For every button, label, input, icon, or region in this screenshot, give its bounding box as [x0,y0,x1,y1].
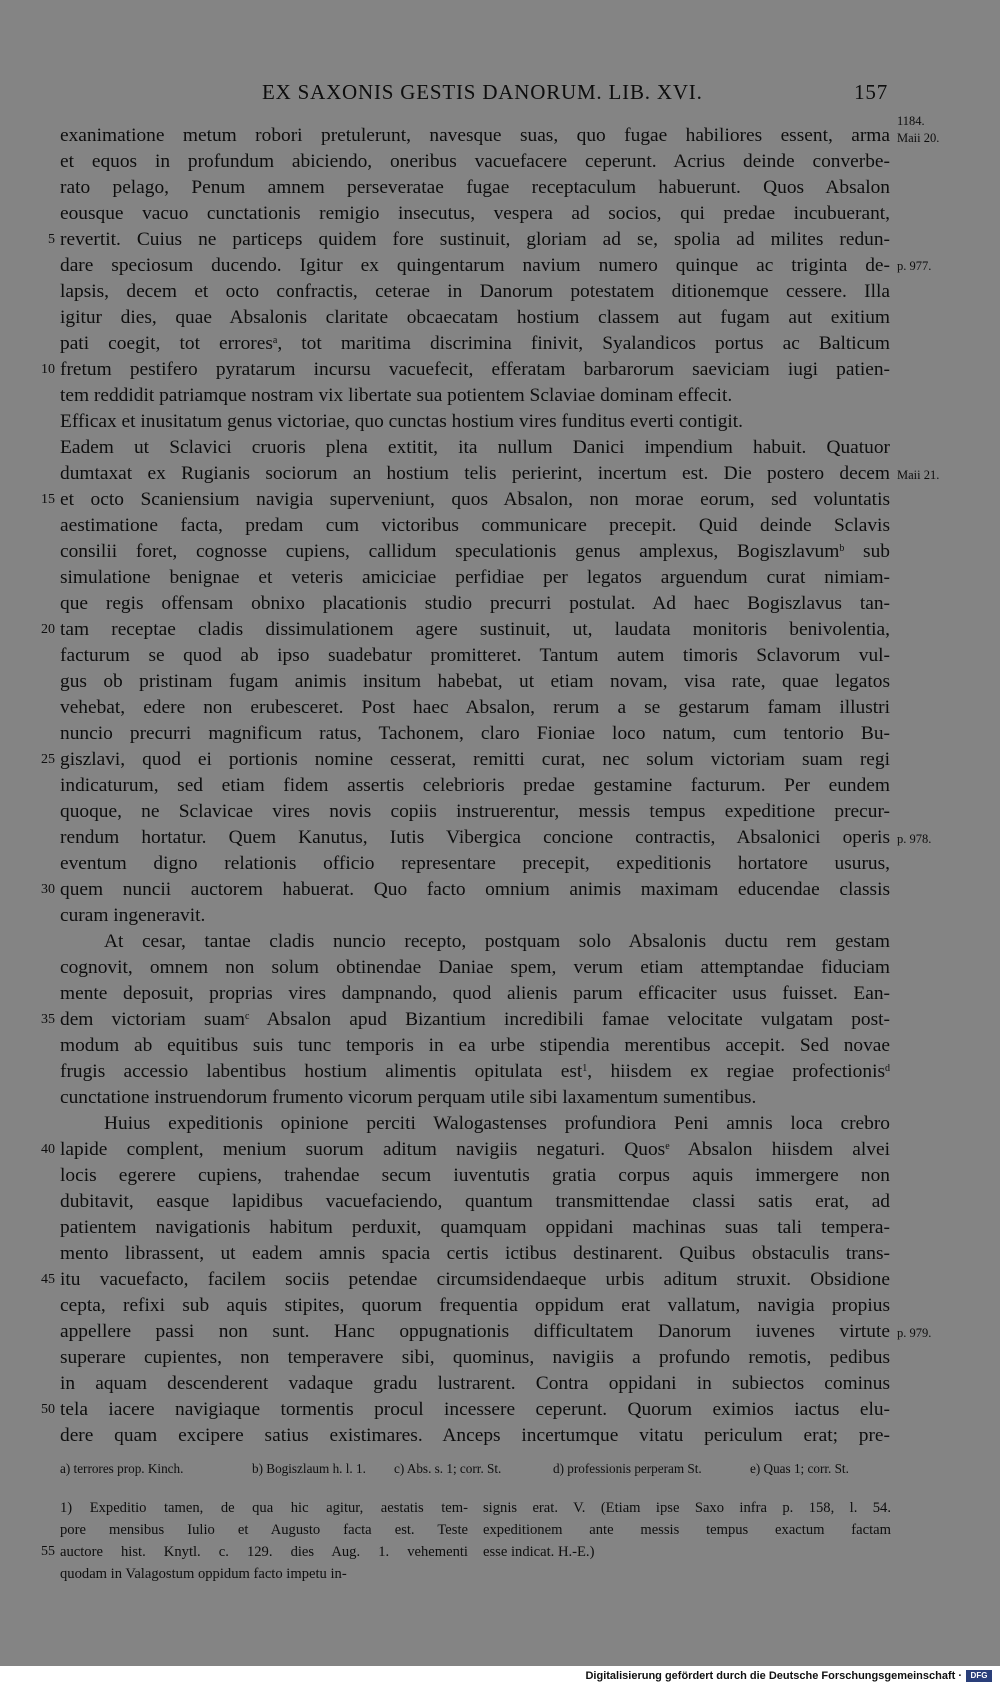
body-line: giszlavi, quod ei portionis nomine cesserat, remitti curat, nec solum victoriam suam regi [60,749,890,770]
body-line: nuncio precurri magnificum ratus, Tachonem, claro Fioniae loco natum, cum tentorio Bu- [60,723,890,744]
line-number: 10 [41,362,55,377]
body-line: At cesar, tantae cladis nuncio recepto, postquam solo Absalonis ductu rem gestam [104,931,890,952]
footnote-mark: c [244,1011,250,1022]
body-line: vehebat, edere non erubesceret. Post haec Absalon, rerum a se gestarum famam illustri [60,697,890,718]
body-line: modum ab equitibus suis tunc temporis in ea urbe stipendia merentibus accepit. Sed novae [60,1035,890,1056]
running-header [60,78,890,110]
body-line: eousque vacuo cunctationis remigio insecutus, vespera ad socios, qui predae incubuerant, [60,203,890,224]
body-line: quem nuncii auctorem habuerat. Quo facto omnium animis maximam educendae classis [60,879,890,900]
line-number: 20 [41,622,55,637]
footnote-mark: b [839,543,845,554]
footnote-line: expeditionem ante messis tempus exactum factam [483,1522,891,1538]
footnote-line: esse indicat. H.-E.) [483,1544,595,1560]
body-line: tela iacere navigiaque tormentis procul incessere ceperunt. Quorum eximios iactus elu- [60,1399,890,1420]
body-line: simulatione benignae et veteris amiciciae perfidiae per legatos arguendum curat nimiam- [60,567,890,588]
body-line: dumtaxat ex Rugianis sociorum an hostium telis perierint, incertum est. Die postero decem [60,463,890,484]
body-line: lapsis, decem et octo confractis, ceterae in Danorum potestatem ditionemque cessere. Illa [60,281,890,302]
body-line: aestimatione facta, predam cum victoribus communicare precepit. Quid deinde Sclavis [60,515,890,536]
body-line: in aquam descenderent vadaque gradu lustrarent. Contra oppidani in subiectos cominus [60,1373,890,1394]
body-line: tam receptae cladis dissimulationem agere sustinuit, ut, laudata monitoris benivolentia, [60,619,890,640]
apparatus-note: a) terrores prop. Kinch. [60,1461,184,1476]
body-line: mente deposuit, proprias vires dampnando, quod alienis parum efficaciter usus fuisset. Ean- [60,983,890,1004]
body-line [60,1060,890,1084]
margin-page-ref-979: p. 979. [897,1326,932,1340]
body-line: itu vacuefacto, facilem sociis petendae circumsidendaeque urbis aditum struxit. Obsidione [60,1269,890,1290]
body-line [60,332,890,356]
line-number: 55 [41,1544,55,1559]
line-number: 45 [41,1272,55,1287]
critical-apparatus [60,1458,895,1480]
footnote-line: pore mensibus Iulio et Augusto facta est. Teste [60,1522,468,1538]
footnote-column-left [60,1497,468,1585]
body-text: frugis accessio labentibus hostium alimentis opitulata est [60,1061,583,1082]
apparatus-note: b) Bogiszlaum h. l. 1. [252,1461,366,1476]
body-line: rato pelago, Penum amnem perseveratae fugae receptaculum habuerunt. Quos Absalon [60,177,890,198]
body-line: mento librassent, ut eadem amnis spacia certis ictibus destinarent. Quibus obstaculis trans- [60,1243,890,1264]
apparatus-note: d) professionis perperam St. [553,1461,702,1476]
body-text: pati coegit, tot errores [60,333,273,354]
body-line: que regis offensam obnixo placationis studio precurri postulat. Ad haec Bogiszlavus tan- [60,593,890,614]
body-text: Absalon hiisdem alvei [669,1139,890,1160]
body-line: cognovit, omnem non solum obtinendae Daniae spem, verum etiam attemptandae fiduciam [60,957,890,978]
body-text: consilii foret, cognosse cupiens, callidum speculationis genus amplexus, Bogiszlavum [60,541,840,562]
body-line: igitur dies, quae Absalonis claritate obcaecatam hostium classem aut fugam aut exitium [60,307,890,328]
digitization-credit: Digitalisierung gefördert durch die Deutsche Forschungsgemeinschaft · [585,1670,962,1682]
apparatus-note: c) Abs. s. 1; corr. St. [394,1461,502,1476]
running-title: EX SAXONIS GESTIS DANORUM. LIB. XVI. [262,80,703,104]
body-line: et equos in profundum abiciendo, oneribus vacuefacere ceperunt. Acrius deinde converbe- [60,151,890,172]
body-line: locis egerere cupiens, trahendae secum iuventutis gratia corpus aquis immergere non [60,1165,890,1186]
body-line: tem reddidit patriamque nostram vix libertate sua potientem Sclaviae dominam effecit. [60,385,733,406]
body-line: eventum digno relationis officio representare precepit, expeditionis hortatore usurus, [60,853,890,874]
footnote-line: auctore hist. Knytl. c. 129. dies Aug. 1. vehementi [60,1544,468,1560]
body-line: facturum se quod ab ipso suadebatur promitteret. Tantum autem timoris Sclavorum vul- [60,645,890,666]
body-text: Absalon apud Bizantium incredibili famae velocitate vulgatam post- [249,1009,890,1030]
margin-date-may20: Maii 20. [897,131,940,145]
line-number: 15 [41,492,55,507]
body-line: superare cupientes, non temperavere sibi, quominus, navigiis a profundo remotis, pedibus [60,1347,890,1368]
line-number: 5 [48,232,55,247]
line-number: 50 [41,1402,55,1417]
body-line: cepta, refixi sub aquis stipites, quorum frequentia oppidum erat vallatum, navigia propius [60,1295,890,1316]
body-line: patientem navigationis habitum perduxit, quamquam oppidani machinas suas tali tempera- [60,1217,890,1238]
line-number: 25 [41,752,55,767]
body-text: , hiisdem ex regiae profectionis [587,1061,886,1082]
body-text: , tot maritima discrimina finivit, Syalandicos portus ac Balticum [277,333,890,354]
body-line: dere quam excipere satius existimares. Anceps incertumque vitatu periculum erat; pre- [60,1425,890,1446]
body-text: dem victoriam suam [60,1009,245,1030]
margin-page-ref-977: p. 977. [897,259,932,273]
body-line: curam ingeneravit. [60,905,206,926]
body-text: sub [844,541,890,562]
body-line [60,540,890,564]
body-line: Huius expeditionis opinione perciti Walogastenses profundiora Peni amnis loca crebro [104,1113,890,1134]
body-line: rendum hortatur. Quem Kanutus, Iutis Vibergica concione contractis, Absalonici operis [60,827,890,848]
apparatus-note: e) Quas 1; corr. St. [750,1461,849,1476]
body-text: lapide complent, menium suorum aditum navigiis negaturi. Quos [60,1139,666,1160]
footnote-line: signis erat. V. (Etiam ipse Saxo infra p. 158, l. 54. [483,1500,891,1516]
body-line: appellere passi non sunt. Hanc oppugnationis difficultatem Danorum iuvenes virtute [60,1321,890,1342]
body-line: quoque, ne Sclavicae vires novis copiis instruerentur, messis tempus expeditione precur- [60,801,890,822]
body-line: cunctatione instruendorum frumento vicorum perquam utile sibi laxamentum sumentibus. [60,1087,757,1108]
footnote-mark: e [665,1141,670,1152]
line-number: 30 [41,882,55,897]
dfg-logo-icon: DFG [966,1670,992,1682]
body-line [60,1138,890,1162]
margin-page-ref-978: p. 978. [897,832,932,846]
footnote-mark: 1 [582,1063,588,1074]
body-line: et octo Scaniensium navigia superveniunt, quos Absalon, non morae eorum, sed voluntatis [60,489,890,510]
body-line: gus ob pristinam fugam animis insitum habebat, ut etiam novam, visa rate, quae legatos [60,671,890,692]
margin-date-may21: Maii 21. [897,468,940,482]
body-line: Efficax et inusitatum genus victoriae, quo cunctas hostium vires funditus everti contigit. [60,411,744,432]
line-number: 35 [41,1012,55,1027]
page-number: 157 [854,80,888,104]
footnote-column-right [483,1497,891,1563]
body-line [60,1008,890,1032]
body-line: fretum pestifero pyratarum incursu vacuefecit, efferatam barbarorum saeviciam iugi patien- [60,359,890,380]
footnote-mark: d [885,1063,890,1074]
line-number: 40 [41,1142,55,1157]
body-line: exanimatione metum robori pretulerunt, navesque suas, quo fugae habiliores essent, arma [60,125,890,146]
body-line: Eadem ut Sclavici cruoris plena extitit, ita nullum Danici impendium habuit. Quatuor [60,437,890,458]
footnote-mark: a [272,335,278,346]
footnote-line: quodam in Valagostum oppidum facto impetu in- [60,1566,347,1582]
body-line: dubitavit, easque lapidibus vacuefaciendo, quantum transmittendae classi satis erat, ad [60,1191,890,1212]
margin-year: 1184. [897,114,925,128]
body-line: indicaturum, sed etiam fidem assertis celebrioris predae gestamine facturum. Per eundem [60,775,890,796]
body-line: revertit. Cuius ne particeps quidem fore sustinuit, gloriam ad se, spolia ad milites redun- [60,229,890,250]
body-line: dare speciosum ducendo. Igitur ex quingentarum navium numero quinque ac triginta de- [60,255,890,276]
footnote-line: 1) Expeditio tamen, de qua hic agitur, aestatis tem- [60,1500,468,1516]
